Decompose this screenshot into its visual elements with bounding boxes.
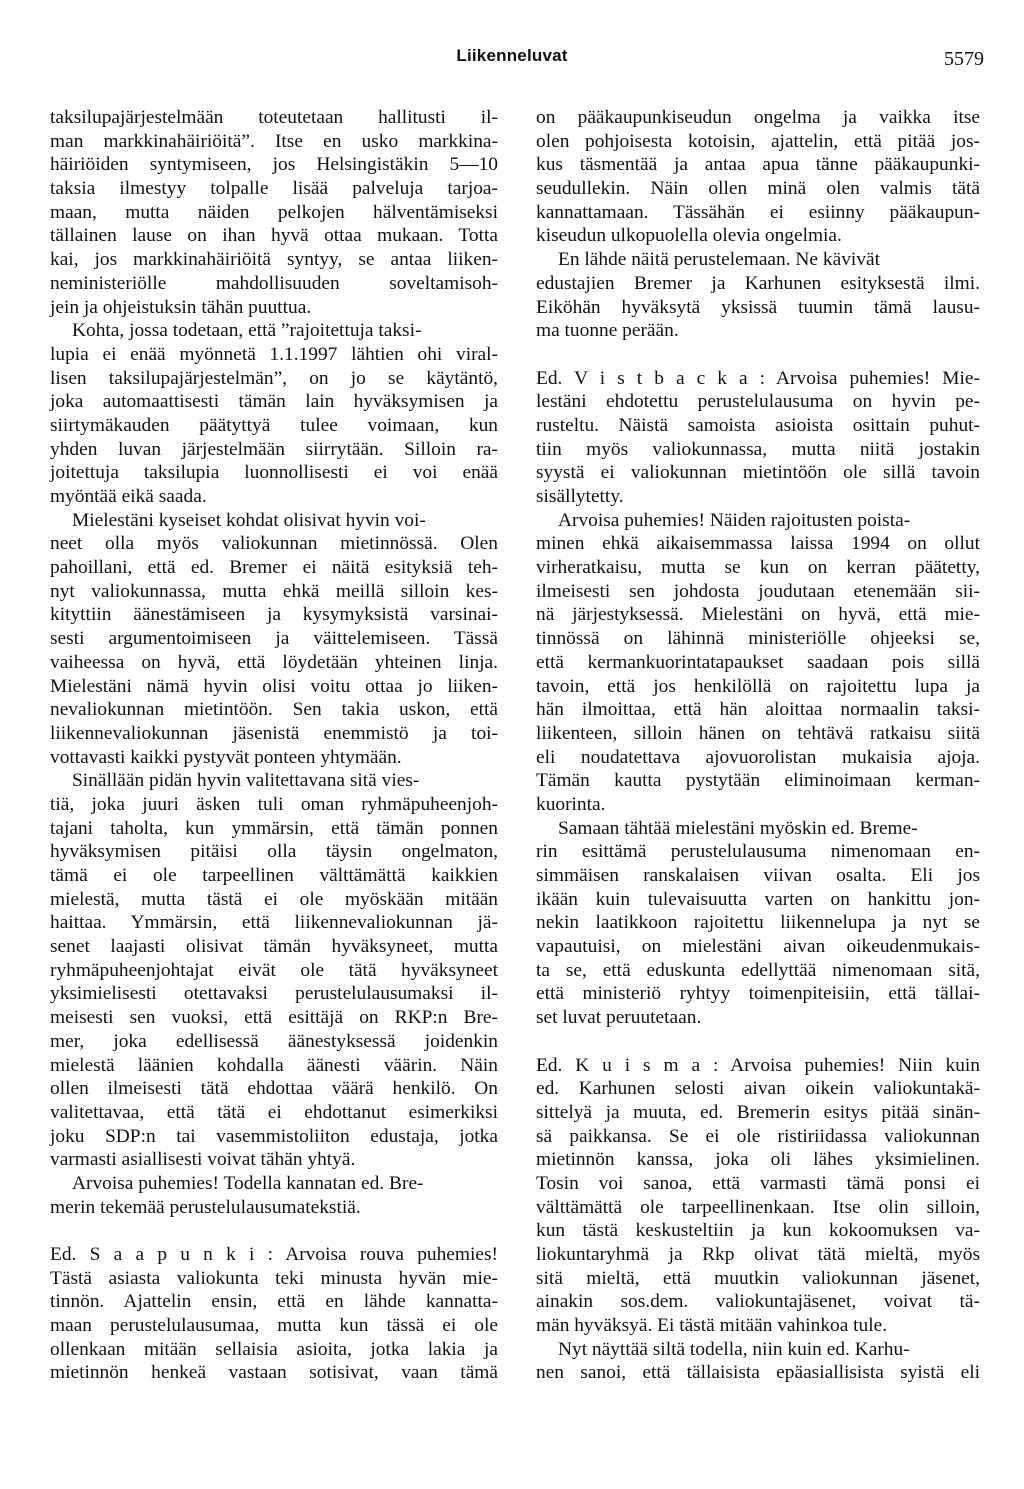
text-line: tajani taholta, kun ymmärsin, että tämän ponnen xyxy=(50,817,498,839)
text-line: nevaliokunnan mietintöön. Sen takia uskon, että xyxy=(50,699,498,721)
page-number: 5579 xyxy=(944,48,984,70)
text-line: tiä, joka juuri äsken tuli oman ryhmäpuheenjoh- xyxy=(50,793,498,815)
text-line: nen sanoi, että tällaisista epäasiallisista syistä eli xyxy=(536,1362,980,1384)
text-line: Ed. K u i s m a : Arvoisa puhemies! Niin kuin xyxy=(536,1054,980,1076)
text-line: merin tekemää perustelulausumatekstiä. xyxy=(50,1196,361,1218)
text-line: mielestä läänien kohdalla äänesti väärin. Näin xyxy=(50,1054,498,1076)
text-line: syystä ei valiokunnan mietintöön ole sillä tavoin xyxy=(536,462,980,484)
text-line: joka automaattisesti tämän lain hyväksymisen ja xyxy=(50,391,498,413)
text-line: Mielestäni nämä hyvin olisi voitu ottaa jo liiken- xyxy=(50,675,498,697)
text-line: virheratkaisu, mutta se kun on kerran päätetty, xyxy=(536,557,980,579)
text-line: joitettuja taksilupia luonnollisesti ei voi enää xyxy=(50,462,498,484)
text-line: hyväksymisen pitäisi olla täysin ongelmaton, xyxy=(50,841,498,863)
text-line: kannattamaan. Tässähän ei esiinny pääkaupun- xyxy=(536,201,980,223)
text-line: vottavasti kaikki pystyvät ponteen yhtymään. xyxy=(50,746,402,768)
text-line: ed. Karhunen selosti aivan oikein valiokuntakä- xyxy=(536,1078,980,1100)
paragraph-gap xyxy=(536,1030,980,1054)
text-line: sä paikkansa. Se ei ole ristiriidassa valiokunnan xyxy=(536,1125,980,1147)
text-line: Tosin voi sanoa, että varmasti tämä ponsi ei xyxy=(536,1172,980,1194)
text-line: ma tuonne perään. xyxy=(536,320,679,342)
text-line: joku SDP:n tai vasemmistoliiton edustaja, jotka xyxy=(50,1125,498,1147)
text-line: ainakin sos.dem. valiokuntajäsenet, voivat tä- xyxy=(536,1291,980,1313)
text-line: myöntää eikä saada. xyxy=(50,486,207,507)
text-line: Sinällään pidän hyvin valitettavana sitä vies- xyxy=(72,770,420,792)
text-line: rusteltu. Näistä samoista asioista osittain puhut- xyxy=(536,414,980,436)
text-line: mietinnön kanssa, joka oli lähes yksimielinen. xyxy=(536,1149,980,1171)
text-line: rin esittämä perustelulausuma nimenomaan en- xyxy=(536,841,980,863)
right-text-column xyxy=(536,106,980,1385)
text-line: Kohta, jossa todetaan, että ”rajoitettuja taksi- xyxy=(72,320,422,342)
text-line: tinnössä on lähinnä ministeriölle ohjeeksi se, xyxy=(536,628,980,650)
text-line: Nyt näyttää siltä todella, niin kuin ed. Karhu- xyxy=(558,1338,910,1360)
text-line: ollenkaan mitään sellaisia asioita, jotka lakia ja xyxy=(50,1338,498,1360)
text-line: kityttiin äänestämiseen ja kysymyksistä varsinai- xyxy=(50,604,498,626)
text-line: Ed. V i s t b a c k a : Arvoisa puhemies! Mie- xyxy=(536,367,980,389)
text-line: minen ehkä aikaisemmassa laissa 1994 on ollut xyxy=(536,533,980,555)
text-line: tällainen lause on ihan hyvä ottaa mukaan. Totta xyxy=(50,225,498,247)
text-line: nekin laatikkoon rajoitettu liikennelupa ja nyt se xyxy=(536,912,980,934)
text-line: set luvat peruutetaan. xyxy=(536,1007,702,1029)
text-line: taksilupajärjestelmään toteutetaan hallitusti il- xyxy=(50,107,498,128)
text-line: yhden luvan järjestelmään siirrytään. Silloin ra- xyxy=(50,438,498,460)
text-line: seudullekin. Näin ollen minä olen valmis tätä xyxy=(536,178,980,200)
text-line: nä järjestyksessä. Mielestäni on hyvä, että mie- xyxy=(536,604,980,626)
text-line: man markkinahäiriöitä”. Itse en usko markkina- xyxy=(50,130,498,152)
text-line: ollen ilmeisesti tätä ehdottaa väärä henkilö. On xyxy=(50,1078,498,1100)
text-line: edustajien Bremer ja Karhunen esityksestä ilmi. xyxy=(536,272,980,294)
text-line: vaiheessa on hyvä, että löydetään yhteinen linja. xyxy=(50,651,498,673)
text-line: haittaa. Ymmärsin, että liikennevaliokunnan jä- xyxy=(50,912,498,934)
text-line: valitettavaa, että tätä ei ehdottanut esimerkiksi xyxy=(50,1101,498,1123)
text-line: kus täsmentää ja antaa apua tänne pääkaupunki- xyxy=(536,154,980,176)
text-line: Tästä asiasta valiokunta teki minusta hyvän mie- xyxy=(50,1267,498,1289)
text-line: Tämän kautta pystytään eliminoimaan kerman- xyxy=(536,770,980,792)
text-line: tinnön. Ajattelin ensin, että en lähde kannatta- xyxy=(50,1291,498,1313)
page-header-title: Liikenneluvat xyxy=(456,46,568,65)
text-line: että kermankuorintatapaukset saadaan pois sillä xyxy=(536,651,980,673)
text-line: simmäisen ranskalaisen viivan osalta. Eli jos xyxy=(536,865,980,886)
text-line: kiseudun ulkopuolella olevia ongelmia. xyxy=(536,225,842,247)
text-line: yksimielisesti otettavaksi perustelulausumaksi il- xyxy=(50,983,498,1005)
text-line: välttämättä ole tarpeellinenkaan. Itse olin silloin, xyxy=(536,1196,980,1218)
text-line: Arvoisa puhemies! Todella kannatan ed. Bre- xyxy=(72,1172,424,1194)
text-line: kun tästä keskusteltiin ja kun kokoomuksen va- xyxy=(536,1220,980,1242)
text-line: sisällytetty. xyxy=(536,486,624,507)
text-line: Mielestäni kyseiset kohdat olisivat hyvin voi- xyxy=(72,509,426,531)
text-line: mietinnön henkeä vastaan sotisivat, vaan tämä xyxy=(50,1362,498,1384)
text-line: ilmeisesti sen johdosta joudutaan etenemään sii- xyxy=(536,580,980,602)
text-line: kai, jos markkinahäiriöitä syntyy, se antaa liiken- xyxy=(50,249,498,271)
text-line: lupia ei enää myönnetä 1.1.1997 lähtien ohi viral- xyxy=(50,343,498,365)
text-line: neet olla myös valiokunnan mietinnössä. Olen xyxy=(50,533,498,555)
text-line: maan, mutta näiden pelkojen hälventämiseksi xyxy=(50,201,498,223)
text-line: meisesti sen vuoksi, että esittäjä on RKP:n Bre- xyxy=(50,1007,498,1029)
text-line: En lähde näitä perustelemaan. Ne kävivät xyxy=(558,249,880,271)
text-line: mer, joka edellisessä äänestyksessä joidenkin xyxy=(50,1030,498,1052)
text-line: lestäni ehdotettu perustelulausuma on hyvin pe- xyxy=(536,391,980,413)
text-line: nyt valiokunnassa, mutta ehkä meillä silloin kes- xyxy=(50,580,498,602)
text-line: liikennevaliokunnan jäsenistä enemmistö ja toi- xyxy=(50,722,498,744)
text-line: kuorinta. xyxy=(536,793,606,815)
text-line: vapautuisi, on mielestäni aivan oikeudenmukais- xyxy=(536,936,980,958)
text-line: ryhmäpuheenjohtajat eivät ole tätä hyväksyneet xyxy=(50,959,498,981)
text-line: mielestä, mutta tästä ei ole myöskään mitään xyxy=(50,888,498,910)
text-line: siirtymäkauden päätyttyä tulee voimaan, kun xyxy=(50,414,498,436)
text-line: ikään kuin tulevaisuutta varten on hankittu jon- xyxy=(536,888,980,910)
text-line: häiriöiden syntymiseen, jos Helsingistäkin 5—10 xyxy=(50,154,498,176)
text-line: varmasti asiallisesti voivat tähän yhtyä. xyxy=(50,1149,356,1171)
text-line: neministeriölle mahdollisuuden soveltamisoh- xyxy=(50,272,498,294)
text-line: sesti argumentoimiseen ja väittelemiseen. Tässä xyxy=(50,628,498,650)
paragraph-gap xyxy=(536,343,980,367)
text-line: maan perustelulausumaa, mutta kun tässä ei ole xyxy=(50,1315,498,1337)
text-line: on pääkaupunkiseudun ongelma ja vaikka itse xyxy=(536,107,980,128)
text-line: eli noudatettava ajovuorolistan mukaisia ajoja. xyxy=(536,746,980,768)
text-line: Arvoisa puhemies! Näiden rajoitusten poista- xyxy=(558,509,911,531)
text-line: tiin myös valiokunnassa, mutta niitä jostakin xyxy=(536,438,980,460)
text-line: hän ilmoittaa, että hän aloittaa normaalin taksi- xyxy=(536,699,980,721)
text-line: Ed. S a a p u n k i : Arvoisa rouva puhemies! xyxy=(50,1244,498,1265)
text-line: liikenteen, silloin hänen on tehtävä ratkaisu siitä xyxy=(536,722,980,744)
text-line: Eiköhän hyväksytä yksissä tuumin tämä lausu- xyxy=(536,296,980,318)
text-line: tämä ei ole tarpeellinen välttämättä kaikkien xyxy=(50,865,498,886)
left-text-column xyxy=(50,106,498,1385)
text-line: että ministeriö ryhtyy toimenpiteisiin, että tällai- xyxy=(536,983,980,1005)
text-line: pahoillani, että ed. Bremer ei näitä esityksiä teh- xyxy=(50,557,498,579)
text-line: liokuntaryhmä ja Rkp olivat tätä mieltä, myös xyxy=(536,1244,980,1265)
text-line: olen pohjoisesta kotoisin, ajattelin, että pitää jos- xyxy=(536,130,980,152)
text-line: sittelyä ja muuta, ed. Bremerin esitys pitää sinän- xyxy=(536,1101,980,1123)
text-line: jein ja ohjeistuksin tähän puuttua. xyxy=(50,296,312,318)
text-line: ta se, että eduskunta edellyttää nimenomaan sitä, xyxy=(536,959,980,981)
text-line: sitä mieltä, että muutkin valiokunnan jäsenet, xyxy=(536,1267,980,1289)
text-line: Samaan tähtää mielestäni myöskin ed. Breme- xyxy=(558,817,918,839)
text-line: taksia ilmestyy tolpalle lisää palveluja tarjoa- xyxy=(50,178,498,200)
text-line: senet laajasti olisivat tämän hyväksyneet, mutta xyxy=(50,936,498,958)
text-line: män hyväksyä. Ei tästä mitään vahinkoa tule. xyxy=(536,1315,888,1337)
text-line: lisen taksilupajärjestelmän”, on jo se käytäntö, xyxy=(50,367,498,389)
paragraph-gap xyxy=(50,1219,498,1243)
text-line: tavoin, että jos henkilöllä on rajoitettu lupa ja xyxy=(536,675,980,697)
